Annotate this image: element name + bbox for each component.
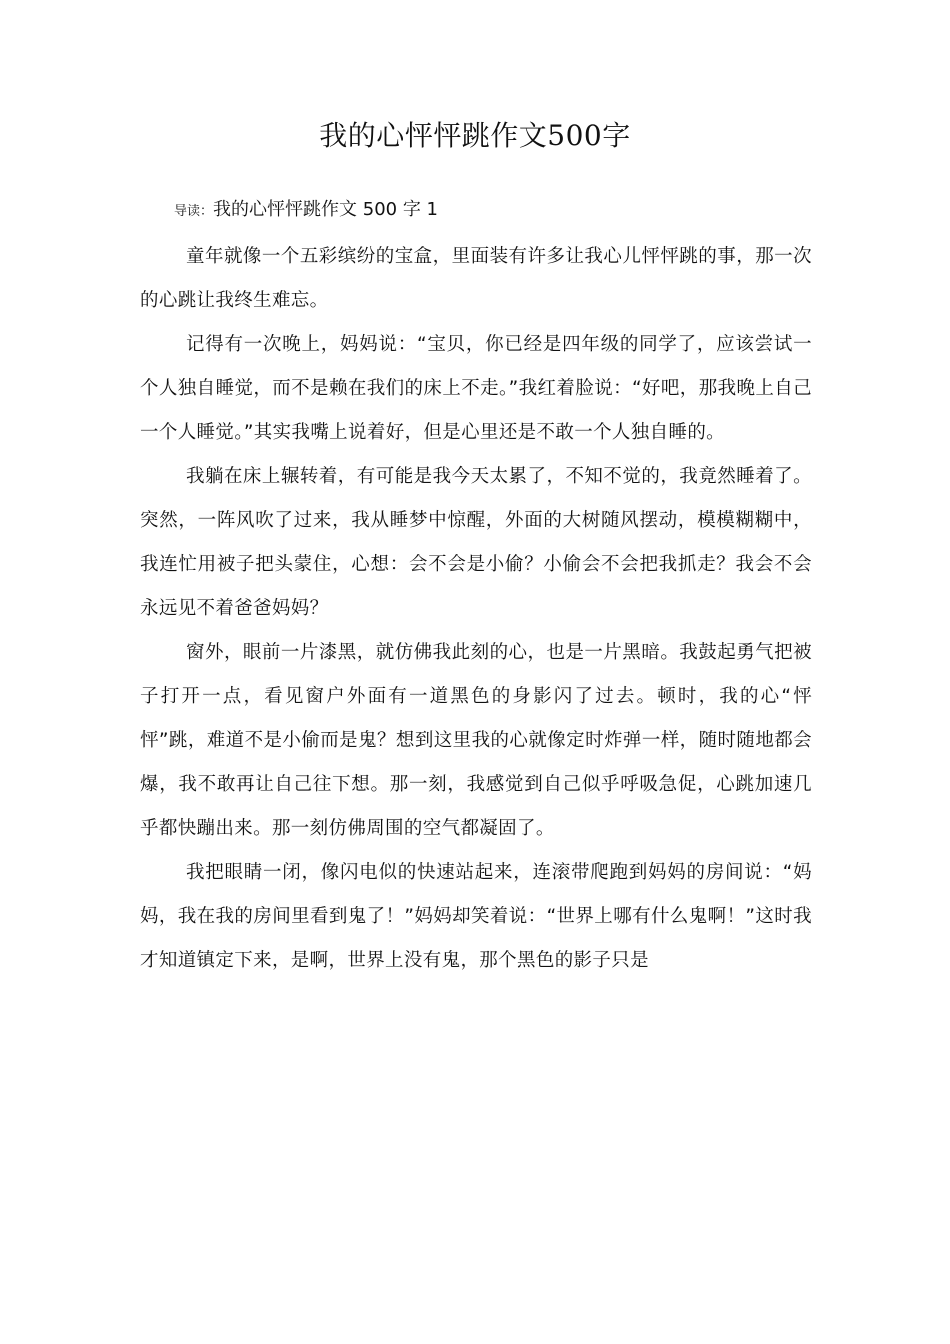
paragraph: 我躺在床上辗转着，有可能是我今天太累了，不知不觉的，我竟然睡着了。突然，一阵风吹了过来，我从睡梦中惊醒，外面的大树随风摆动，模模糊糊中，我连忙用被子把头蒙住，心想：会不会是小偷？小偷会不会把我抓走？我会不会永远见不着爸爸妈妈？ — [140, 466, 812, 619]
paragraph: 记得有一次晚上，妈妈说：“宝贝，你已经是四年级的同学了，应该尝试一个人独自睡觉，而不是赖在我们的床上不走。”我红着脸说：“好吧，那我晚上自己一个人睡觉。”其实我嘴上说着好，但是心里还是不敢一个人独自睡的。 — [140, 334, 812, 443]
paragraph: 窗外，眼前一片漆黑，就仿佛我此刻的心，也是一片黑暗。我鼓起勇气把被子打开一点，看见窗户外面有一道黑色的身影闪了过去。顿时，我的心“怦怦”跳，难道不是小偷而是鬼？想到这里我的心就像定时炸弹一样，随时随地都会爆，我不敢再让自己往下想。那一刻，我感觉到自己似乎呼吸急促，心跳加速几乎都快蹦出来。那一刻仿佛周围的空气都凝固了。 — [140, 642, 812, 839]
document-body — [140, 235, 812, 983]
guide-label: 导读： — [174, 204, 214, 219]
paragraph: 童年就像一个五彩缤纷的宝盒，里面装有许多让我心儿怦怦跳的事，那一次的心跳让我终生难忘。 — [140, 246, 812, 311]
paragraph: 我把眼睛一闭，像闪电似的快速站起来，连滚带爬跑到妈妈的房间说：“妈妈，我在我的房间里看到鬼了！”妈妈却笑着说：“世界上哪有什么鬼啊！”这时我才知道镇定下来，是啊，世界上没有鬼，那个黑色的影子只是 — [140, 862, 812, 971]
guide-text: 我的心怦怦跳作文 500 字 1 — [213, 199, 438, 220]
guide-line — [174, 194, 438, 228]
document-title: 我的心怦怦跳作文500字 — [319, 119, 631, 152]
